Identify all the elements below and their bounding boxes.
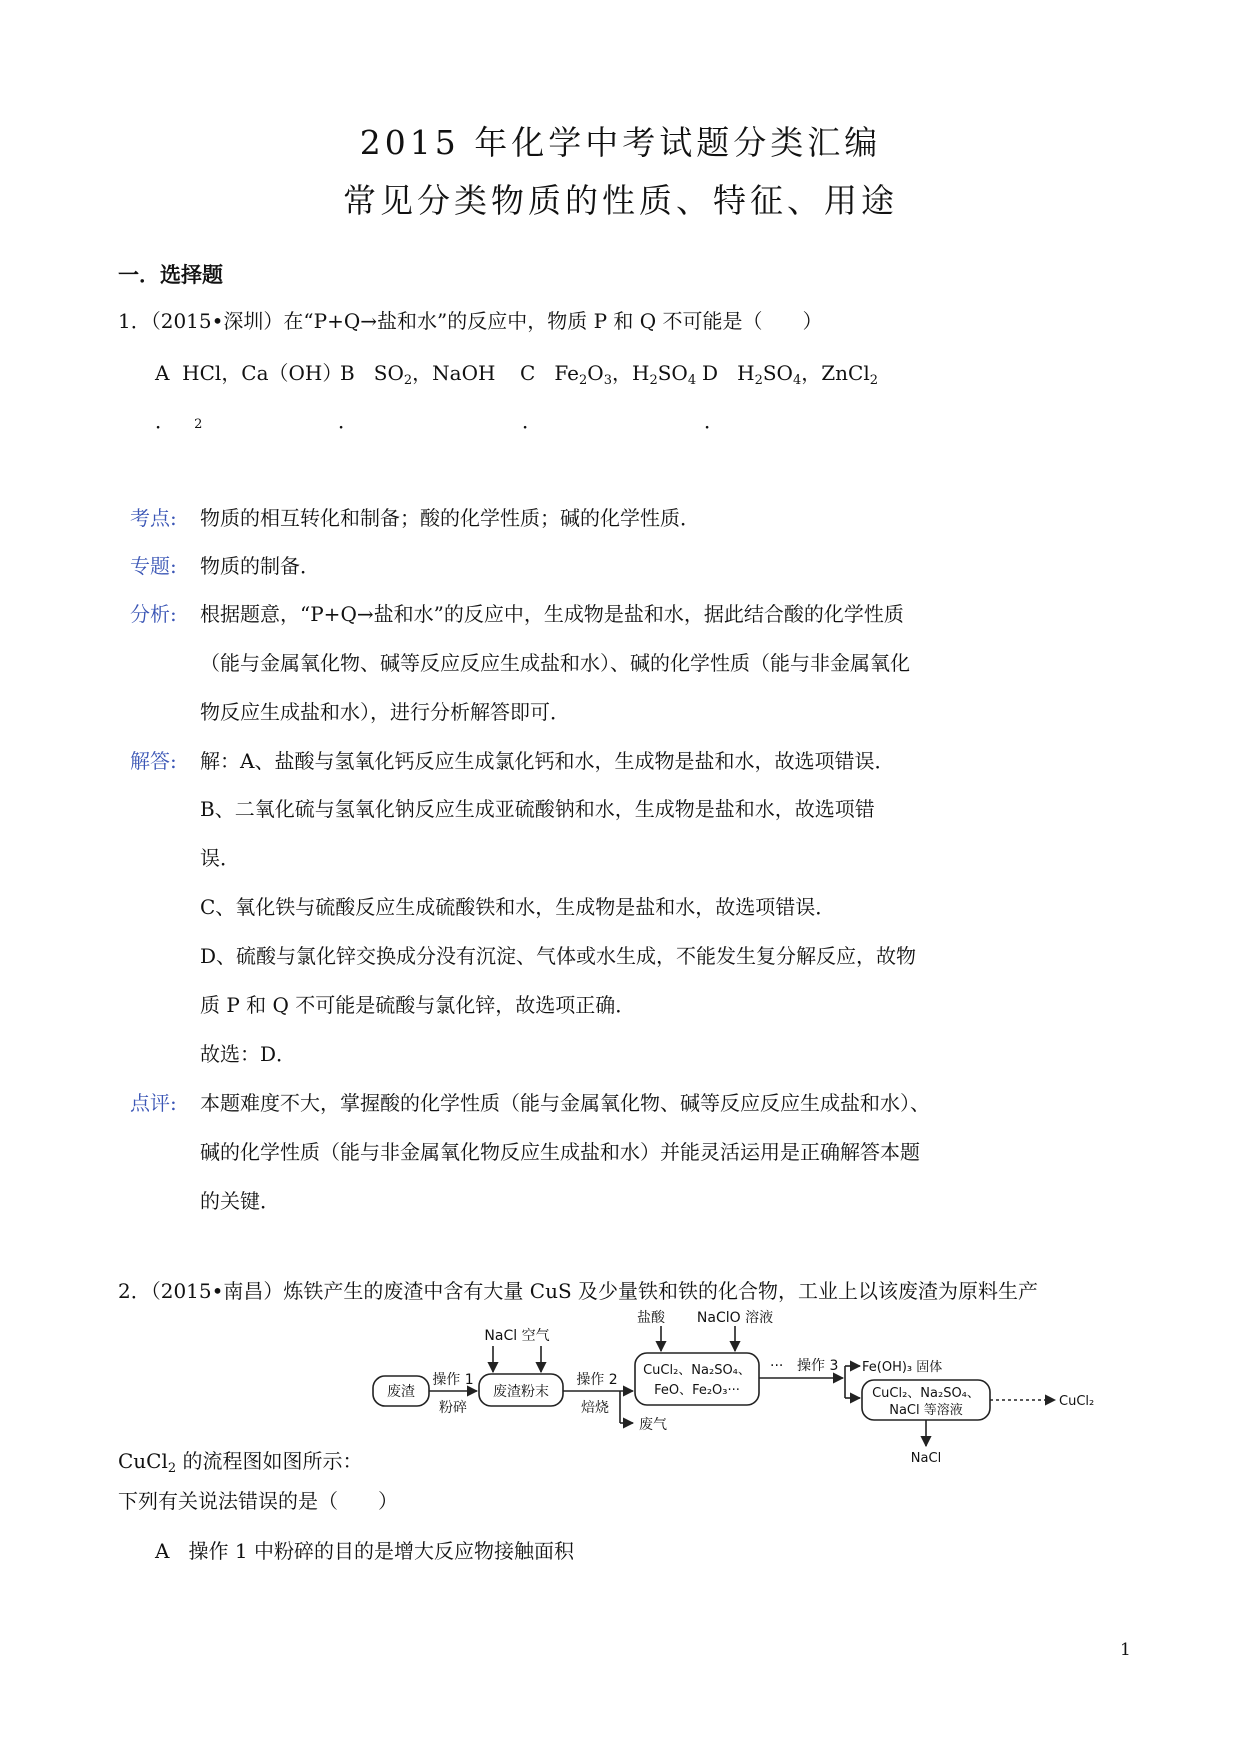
q2-stem: 2．（2015•南昌）炼铁产生的废渣中含有大量 CuS 及少量铁和铁的化合物，工业上以该废渣为原料生产: [118, 1279, 1039, 1303]
fenxi-label: 分析:: [130, 602, 177, 626]
dianping-line: 本题难度不大，掌握酸的化学性质（能与金属氧化物、碱等反应反应生成盐和水）、: [200, 1091, 930, 1115]
flow-op3-label: 操作 3: [797, 1358, 839, 1374]
section-heading: 一．选择题: [118, 263, 223, 287]
flow-box3-line2: FeO、Fe₂O₃···: [654, 1383, 740, 1398]
flow-waste-gas: 废气: [639, 1417, 667, 1433]
flow-input2b: NaClO 溶液: [696, 1310, 774, 1326]
flow-output-nacl: NaCl: [910, 1451, 942, 1466]
flow-ellipsis: ···: [770, 1358, 784, 1374]
dianping-label: 点评:: [130, 1091, 177, 1115]
flow-box1-label: 废渣: [387, 1384, 415, 1400]
fenxi-line: （能与金属氧化物、碱等反应反应生成盐和水）、碱的化学性质（能与非金属氧化: [200, 651, 910, 675]
q1-option-d[interactable]: D $H_2SO_4$，ZnCl$_2$: [702, 361, 879, 388]
q1-option-a[interactable]: A HCl，Ca（OH）: [155, 361, 343, 385]
jieda-line: 质 P 和 Q 不可能是硫酸与氯化锌，故选项正确．: [200, 993, 636, 1017]
fenxi-line: 根据题意，“P+Q→盐和水”的反应中，生成物是盐和水，据此结合酸的化学性质: [200, 602, 904, 626]
q1-option-c-dot: ．: [522, 409, 542, 433]
zhuanti-text: 物质的制备．: [200, 554, 320, 578]
jieda-label: 解答:: [130, 749, 177, 773]
flow-op2-sub: 焙烧: [581, 1400, 609, 1416]
dianping-line: 碱的化学性质（能与非金属氧化物反应生成盐和水）并能灵活运用是正确解答本题: [200, 1140, 920, 1164]
flow-diagram: [365, 1308, 1125, 1468]
jieda-line: D、硫酸与氯化锌交换成分没有沉淀、气体或水生成，不能发生复分解反应，故物: [200, 944, 917, 968]
flow-input2a: 盐酸: [637, 1310, 665, 1326]
q1-option-d-dot: ．: [704, 409, 724, 433]
q1-option-b[interactable]: B $SO_2$，NaOH: [340, 361, 496, 388]
flow-output-solid: Fe(OH)₃ 固体: [862, 1360, 943, 1375]
jieda-line: 故选：D．: [200, 1042, 297, 1066]
flow-op1-sub: 粉碎: [439, 1400, 467, 1416]
flow-box4-line2: NaCl 等溶液: [889, 1403, 963, 1418]
fenxi-line: 物反应生成盐和水），进行分析解答即可．: [200, 700, 570, 724]
page-number: 1: [1120, 1640, 1131, 1660]
kaodian-text: 物质的相互转化和制备；酸的化学性质；碱的化学性质．: [200, 506, 700, 530]
flow-op1-label: 操作 1: [432, 1372, 474, 1388]
zhuanti-label: 专题:: [130, 554, 177, 578]
q2-option-a[interactable]: A 操作 1 中粉碎的目的是增大反应物接触面积: [155, 1539, 574, 1563]
jieda-line: C、氧化铁与硫酸反应生成硫酸铁和水，生成物是盐和水，故选项错误．: [200, 895, 836, 919]
flow-box4-line1: CuCl₂、Na₂SO₄、: [872, 1386, 980, 1401]
q1-option-a-tail: ． 2: [155, 409, 203, 433]
q2-question: 下列有关说法错误的是（ ）: [118, 1489, 398, 1513]
flow-op2-label: 操作 2: [576, 1372, 618, 1388]
q2-stem-cont: CuCl$_2$ 的流程图如图所示：: [118, 1449, 363, 1476]
jieda-line: B、二氧化硫与氢氧化钠反应生成亚硫酸钠和水，生成物是盐和水，故选项错: [200, 797, 875, 821]
dianping-line: 的关键．: [200, 1189, 280, 1213]
flow-box2-label: 废渣粉末: [493, 1384, 549, 1400]
q1-option-b-dot: ．: [338, 409, 358, 433]
kaodian-label: 考点:: [130, 506, 177, 530]
page-subtitle: 常见分类物质的性质、特征、用途: [343, 181, 898, 220]
flow-box3-line1: CuCl₂、Na₂SO₄、: [643, 1363, 751, 1378]
q1-stem: 1．（2015•深圳）在“P+Q→盐和水”的反应中，物质 P 和 Q 不可能是（ ）: [118, 309, 823, 333]
page-title: 2015 年化学中考试题分类汇编: [359, 123, 882, 162]
flow-input1: NaCl 空气: [484, 1328, 550, 1344]
jieda-line: 误．: [200, 846, 240, 870]
flow-final-product: CuCl₂: [1059, 1394, 1095, 1409]
jieda-line: 解：A、盐酸与氢氧化钙反应生成氯化钙和水，生成物是盐和水，故选项错误．: [200, 749, 895, 773]
q1-option-c[interactable]: C $Fe_2O_3$，$H_2SO_4$: [520, 361, 697, 388]
